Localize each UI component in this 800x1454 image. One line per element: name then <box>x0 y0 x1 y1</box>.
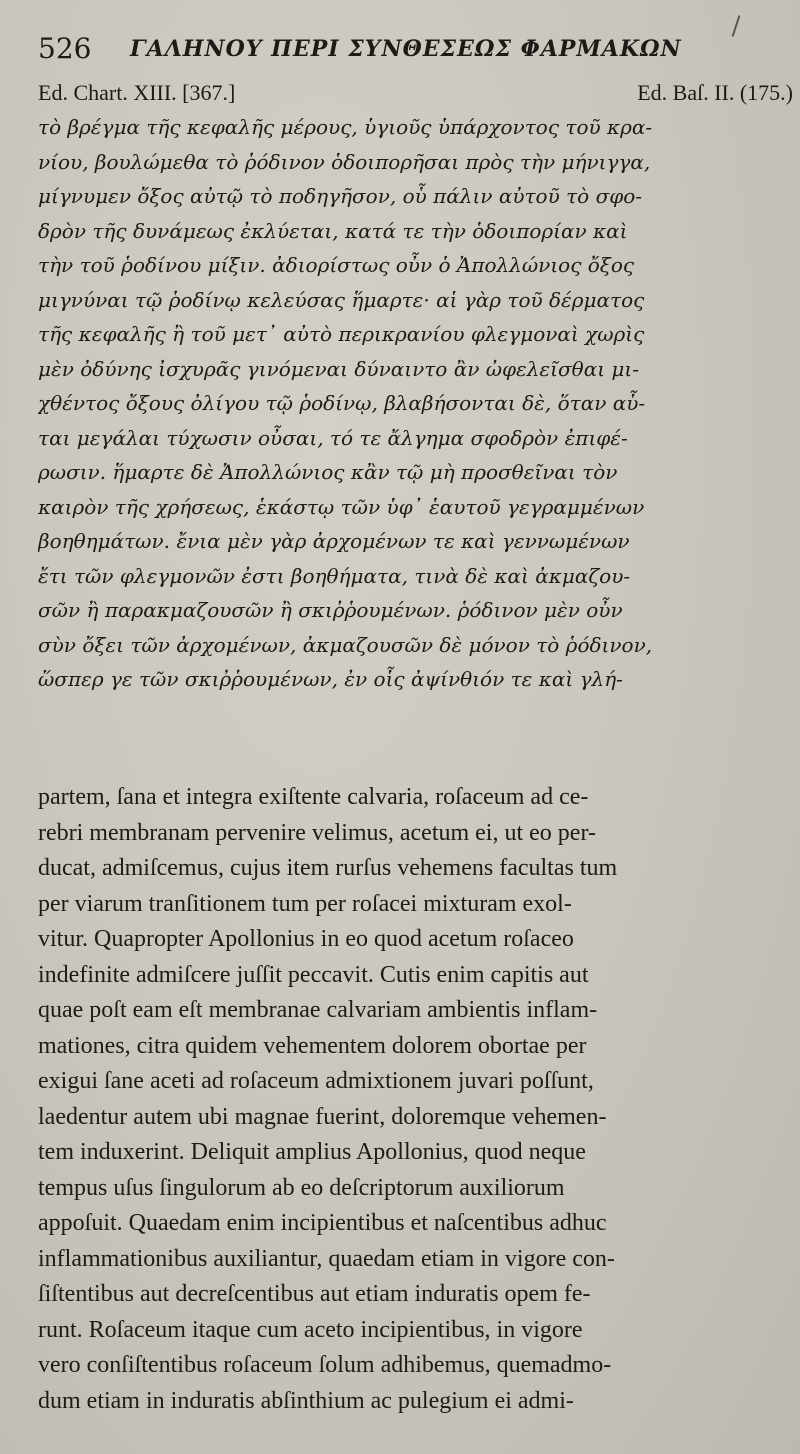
greek-line: σῶν ἢ παρακμαζουσῶν ἢ σκιῤῥουμένων. ῥόδινον μὲν οὖν <box>38 598 623 622</box>
edition-chartier: Ed. Chart. XIII. [367.] <box>38 80 236 105</box>
greek-line: μίγνυμεν ὄξος αὐτῷ τὸ ποδηγῆσον, οὗ πάλιν αὐτοῦ τὸ σφο- <box>38 184 643 208</box>
latin-line: exigui ſane aceti ad roſaceum admixtionem juvari poſſunt, <box>38 1068 594 1094</box>
latin-line: ſiſtentibus aut decreſcentibus aut etiam induratis opem fe- <box>38 1281 591 1307</box>
greek-line: μὲν ὀδύνης ἰσχυρᾶς γινόμεναι δύναιντο ἂν ὠφελεῖσθαι μι- <box>38 356 640 381</box>
latin-line: partem, ſana et integra exiſtente calvaria, roſaceum ad ce- <box>38 784 589 810</box>
greek-line: νίου, βουλώμεθα τὸ ῥόδινον ὁδοιπορῆσαι πρὸς τὴν μήνιγγα, <box>38 149 651 174</box>
greek-line: ται μεγάλαι τύχωσιν οὖσαι, τό τε ἄλγημα σφοδρὸν ἐπιφέ- <box>38 425 628 450</box>
greek-line: ὥσπερ γε τῶν σκιῤῥουμένων, ἐν οἷς ἀψίνθιόν τε καὶ γλή- <box>38 667 623 691</box>
greek-line: χθέντος ὄξους ὀλίγου τῷ ῥοδίνῳ, βλαβήσονται δὲ, ὅταν αὗ- <box>38 391 646 415</box>
running-title: ΓΑΛΗΝΟΥ ΠΕΡΙ ΣΥΝΘΕΣΕΩΣ ΦΑΡΜΑΚΩΝ <box>130 36 682 62</box>
latin-line: tempus uſus ſingulorum ab eo deſcriptorum auxiliorum <box>38 1174 565 1201</box>
latin-text-block <box>38 780 768 1419</box>
latin-line: mationes, citra quidem vehementem dolorem obortae per <box>38 1032 587 1059</box>
greek-line: σὺν ὄξει τῶν ἀρχομένων, ἀκμαζουσῶν δὲ μόνον τὸ ῥόδινον, <box>38 632 653 657</box>
latin-line: vitur. Quapropter Apollonius in eo quod acetum roſaceo <box>38 926 574 952</box>
page-number: 526 <box>38 32 92 65</box>
edition-basel: Ed. Baſ. II. (175.) <box>637 80 793 105</box>
latin-line: laedentur autem ubi magnae fuerint, doloremque vehemen- <box>38 1103 607 1130</box>
latin-line: indefinite admiſcere juſſit peccavit. Cutis enim capitis aut <box>38 961 589 988</box>
greek-line: μιγνύναι τῷ ῥοδίνῳ κελεύσας ἥμαρτε· αἱ γὰρ τοῦ δέρματος <box>38 287 645 312</box>
greek-line: ἔτι τῶν φλεγμονῶν ἐστι βοηθήματα, τινὰ δὲ καὶ ἀκμαζου- <box>38 563 631 588</box>
page-header <box>38 32 758 68</box>
latin-line: vero conſiſtentibus roſaceum ſolum adhibemus, quemadmo- <box>38 1352 612 1378</box>
greek-line: δρὸν τῆς δυνάμεως ἐκλύεται, κατά τε τὴν ὁδοιπορίαν καὶ <box>38 218 628 243</box>
greek-line: τὸ βρέγμα τῆς κεφαλῆς μέρους, ὑγιοῦς ὑπάρχοντος τοῦ κρα- <box>38 115 653 139</box>
greek-line: τῆς κεφαλῆς ἢ τοῦ μετ᾽ αὐτὸ περικρανίου φλεγμοναὶ χωρὶς <box>38 322 645 346</box>
greek-line: τὴν τοῦ ῥοδίνου μίξιν. ἀδιορίστως οὖν ὁ Ἀπολλώνιος ὄξος <box>38 253 635 277</box>
greek-text-block <box>38 110 768 697</box>
latin-line: ducat, admiſcemus, cujus item rurſus vehemens facultas tum <box>38 855 618 881</box>
latin-line: inflammationibus auxiliantur, quaedam etiam in vigore con- <box>38 1245 615 1272</box>
latin-line: dum etiam in induratis abſinthium ac pulegium ei admi- <box>38 1387 574 1414</box>
latin-line: quae poſt eam eſt membranae calvariam ambientis inflam- <box>38 997 598 1023</box>
latin-line: tem induxerint. Deliquit amplius Apollonius, quod neque <box>38 1139 586 1165</box>
latin-line: appoſuit. Quaedam enim incipientibus et naſcentibus adhuc <box>38 1210 607 1236</box>
latin-line: runt. Roſaceum itaque cum aceto incipientibus, in vigore <box>38 1316 583 1343</box>
greek-line: ρωσιν. ἥμαρτε δὲ Ἀπολλώνιος κἂν τῷ μὴ προσθεῖναι τὸν <box>38 460 618 484</box>
greek-line: καιρὸν τῆς χρήσεως, ἑκάστῳ τῶν ὑφ᾽ ἑαυτοῦ γεγραμμένων <box>38 494 645 519</box>
greek-line: βοηθημάτων. ἔνια μὲν γὰρ ἀρχομένων τε καὶ γεννωμένων <box>38 529 630 553</box>
latin-line: rebri membranam pervenire velimus, acetum ei, ut eo per- <box>38 819 596 846</box>
latin-line: per viarum tranſitionem tum per roſacei mixturam exol- <box>38 890 572 917</box>
edition-references <box>38 80 793 108</box>
